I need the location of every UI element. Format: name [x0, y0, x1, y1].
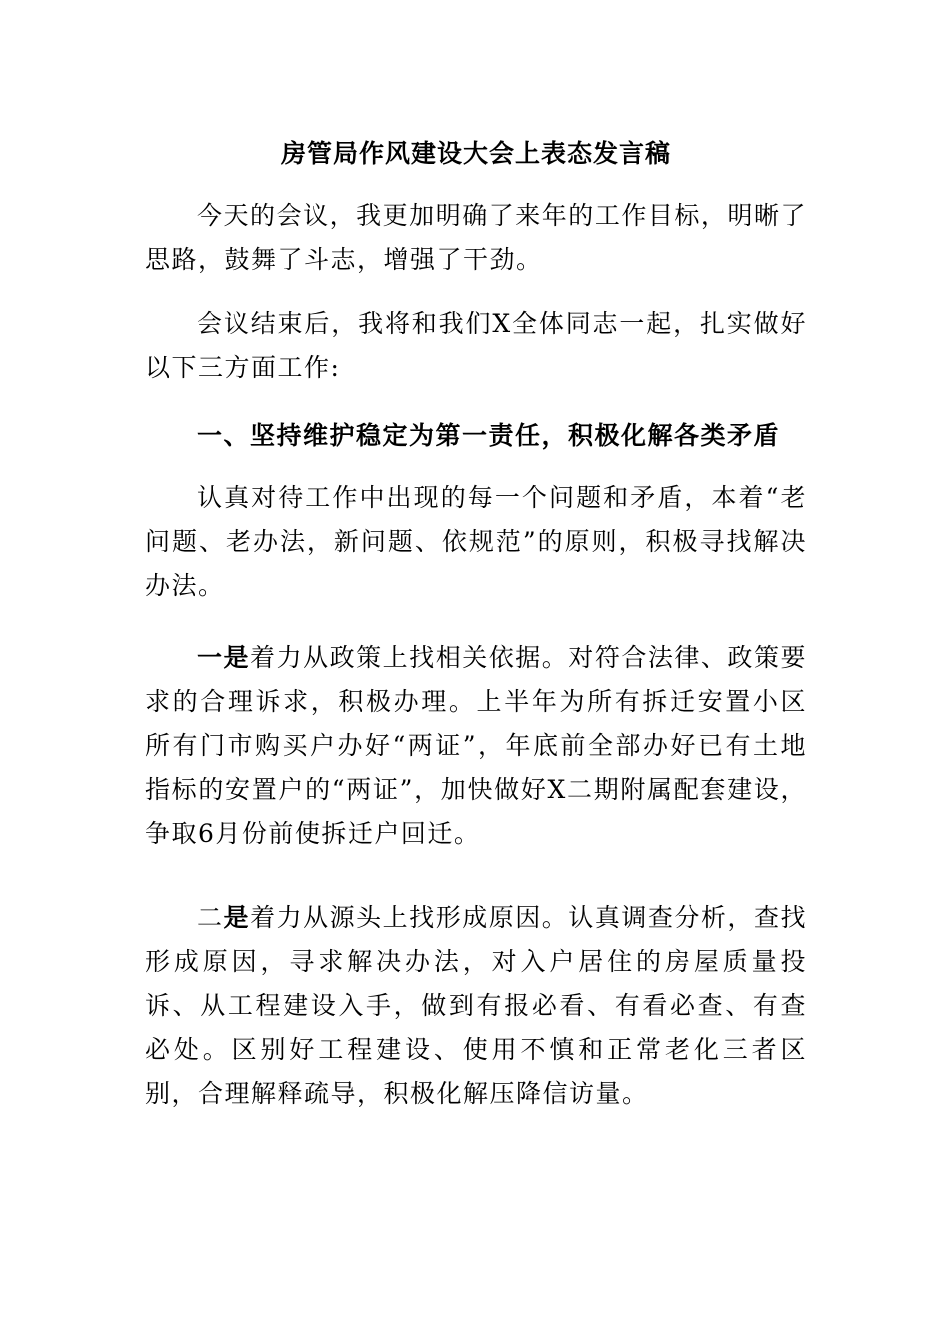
paragraph-text: 着力从政策上找相关依据。对符合法律、政策要求的合理诉求，积极办理。上半年为所有拆迁安置小区所有门市购买户办好“两证”，年底前全部办好已有土地指标的安置户的“两证”，加快做好X二期附属配套建设，争取6月份前使拆迁户回迁。: [145, 643, 807, 848]
paragraph-principle: [145, 476, 807, 608]
paragraph-text: 着力从源头上找形成原因。认真调查分析，查找形成原因，寻求解决办法，对入户居住的房屋质量投诉、从工程建设入手，做到有报必看、有看必查、有查必处。区别好工程建设、使用不慎和正常老化三者区别，合理解释疏导，积极化解压降信访量。: [145, 903, 807, 1108]
paragraph-text: 今天的会议，我更加明确了来年的工作目标，明晰了思路，鼓舞了斗志，增强了干劲。: [145, 201, 807, 274]
heading-text: 一、坚持维护稳定为第一责任，积极化解各类矛盾: [197, 421, 781, 450]
document-title: 房管局作风建设大会上表态发言稿: [280, 139, 671, 168]
section-heading-1: [145, 414, 807, 458]
point-lead-prefix: 二: [197, 903, 224, 932]
paragraph-point-one: [145, 636, 807, 856]
point-lead: 一是: [197, 643, 251, 672]
paragraph-plan: [145, 302, 807, 390]
paragraph-text: 会议结束后，我将和我们X全体同志一起，扎实做好以下三方面工作:: [145, 309, 807, 382]
paragraph-text: 认真对待工作中出现的每一个问题和矛盾，本着“老问题、老办法，新问题、依规范”的原则，积极寻找解决办法。: [145, 483, 807, 600]
paragraph-point-two: [145, 896, 807, 1116]
point-lead: 是: [223, 903, 251, 932]
paragraph-opening: [145, 194, 807, 282]
